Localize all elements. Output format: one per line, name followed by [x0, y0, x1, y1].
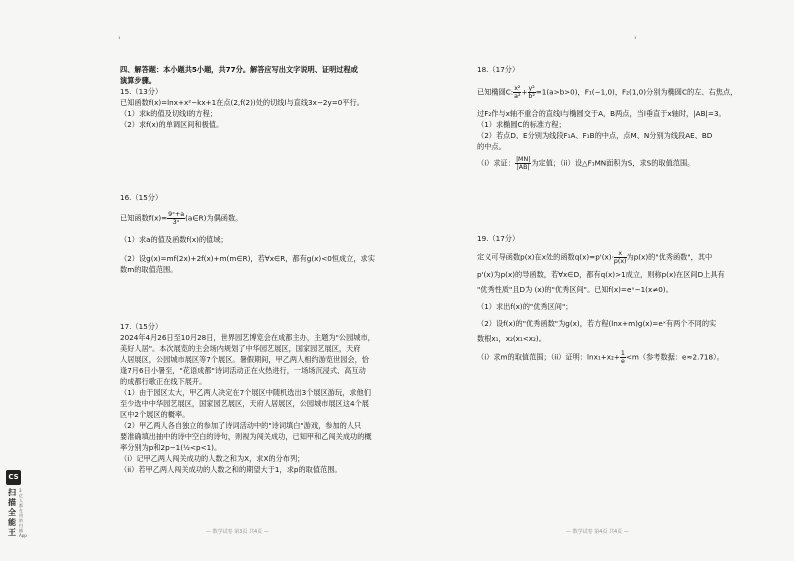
left-column	[120, 64, 390, 475]
scanner-watermark	[6, 470, 27, 550]
q16-line: （2）设g(x)=mf(2x)+2f(x)+m(m∈R)，若∀x∈R，都有g(x)<0恒成立，求实	[120, 254, 375, 263]
q18-line: （1）求椭圆C的标准方程；	[477, 120, 566, 129]
q18-part-i: （i）求证： $\frac{|MN|}{|AB|}$ 为定值；（ii）设△F₁MN面积为S，求S的取值范围。	[477, 156, 695, 171]
mn-over-ab: $\frac{|MN|}{|AB|}$	[515, 156, 531, 171]
q17-line: （ii）若甲乙两人闯关成功的人数之和的期望大于1，求p的取值范围。	[120, 465, 342, 474]
q19-line: （2）设f(x)的"优秀函数"为g(x)，若方程(lnx+m)g(x)=eˣ有两个不同的实	[477, 319, 717, 328]
section-heading-line2: 演算步骤。	[120, 76, 156, 85]
q18-line: 的中点。	[477, 142, 506, 151]
q15-line: 已知函数f(x)=lnx+x²−kx+1在点(2,f(2))处的切线l与直线3x−2y=0平行。	[120, 98, 364, 107]
q16-line: （1）求a的值及函数f(x)的值域；	[120, 235, 228, 244]
q17-line: 要准确填出抽中的诗中空白的诗句，则视为闯关成功，已知甲和乙闯关成功的概	[120, 432, 372, 441]
x-over-px: $\frac{x}{p(x)}$	[613, 250, 627, 265]
section-heading-line1: 四、解答题：本小题共5小题，共77分。解答应写出文字说明、证明过程或	[120, 65, 358, 74]
q15-line: （2）求f(x)的单调区间和极值。	[120, 120, 224, 129]
right-column	[477, 64, 747, 365]
q18-stem: 已知椭圆C: $\frac{\text{x²}}{\text{a²}}$ + $\frac{\text{y²}}{\text{b²}}$ =1(a>b>0)，F₁(−1,0)，F₂(1,0)分别为椭圆C的左、右焦点，	[477, 85, 738, 100]
ellipse-x-term: $\frac{\text{x²}}{\text{a²}}$	[514, 85, 521, 100]
corner-mark-right: '	[634, 36, 637, 46]
scanner-tagline: 3亿人都在用的扫描App	[19, 488, 27, 538]
q17-line: 美好人居"。本次展览的主会场内规划了中华园艺展区，国家园艺展区，天府	[120, 344, 361, 353]
corner-mark-left: '	[118, 36, 121, 46]
q19-part-ii: （i）求m的取值范围；（ii）证明：lnx₁+x₂+ $\frac{1}{e}$ <m（参考数据：e≈2.718）。	[477, 350, 724, 365]
q19-stem: 定义可导函数p(x)在x处的函数q(x)=p'(x)· $\frac{x}{p(x)}$ 为p(x)的"优秀函数"，其中	[477, 250, 713, 265]
q19-line: （1）求出f(x)的"优秀区间"；	[477, 302, 573, 311]
one-over-e: $\frac{1}{e}$	[620, 350, 625, 365]
q15-line: （1）求k的值及切线l的方程；	[120, 109, 217, 118]
q17-line: 率分别为p和2p−1(½<p<1)。	[120, 443, 222, 452]
q16-stem: 已知函数f(x)= $\frac{\text{9ˣ+a}}{\text{3ˣ}}$ (a∈R)为偶函数。	[120, 211, 243, 226]
q17-line: （2）甲乙两人各自独立的参加了诗词活动中的"诗词填白"游戏，参加的人只	[120, 421, 362, 430]
scanner-name: 扫描全能王	[8, 488, 16, 537]
scanner-logo-icon: CS	[6, 470, 21, 485]
q15-head: 15.（13分）	[120, 87, 163, 96]
q19-head: 19.（17分）	[477, 234, 520, 243]
q18-line: 过F₂作与x轴不重合的直线l与椭圆交于A，B两点，当l垂直于x轴时，|AB|=3。	[477, 109, 726, 118]
q17-line: 的成都行歌正在线下展开。	[120, 377, 207, 386]
q18-head: 18.（17分）	[477, 65, 520, 74]
q17-line: 至少选中中华园艺展区，国家园艺展区，天府人居展区，公园城市展区这4个展	[120, 399, 369, 408]
q17-line: 2024年4月26日至10月28日，世界园艺博览会在成都主办，主题为"公园城市，	[120, 333, 375, 342]
q19-line: 数根x₁，x₂(x₁<x₂)。	[477, 334, 546, 343]
page-footer-right: — 数学试卷 第4页 共4页 —	[566, 529, 629, 535]
q18-line: （2）若点D、E分别为线段F₁A、F₁B的中点，点M、N分别为线段AE、BD	[477, 131, 713, 140]
q17-line: 人居展区，公园城市展区等7个展区。暑假期间，甲乙两人相约游览世园会，恰	[120, 355, 369, 364]
ellipse-y-term: $\frac{\text{y²}}{\text{b²}}$	[528, 85, 535, 100]
q17-line: 逢7月6日小暑至，"花语成都"诗词活动正在火热进行，一场场沉浸式、高互动	[120, 366, 366, 375]
page-footer-left: — 数学试卷 第3页 共4页 —	[206, 529, 269, 535]
q19-line: "优秀性质"且D为 (x)的"优秀区间"。已知f(x)=eˣ−1(x≠0)。	[477, 285, 673, 294]
q17-head: 17.（15分）	[120, 322, 163, 331]
q17-line: （i）记甲乙两人闯关成功的人数之和为X，求X的分布列；	[120, 454, 305, 463]
q17-line: 区中2个展区的概率。	[120, 410, 190, 419]
q17-line: （1）由于园区太大，甲乙两人决定在7个展区中随机选出3个展区游玩，求他们	[120, 388, 371, 397]
q16-fraction: $\frac{\text{9ˣ+a}}{\text{3ˣ}}$	[168, 211, 185, 226]
q16-line: 数m的取值范围。	[120, 265, 178, 274]
q19-line: p'(x)为p(x)的导函数，若∀x∈D，都有q(x)>1成立，则称p(x)在区间D上具有	[477, 270, 725, 279]
q16-head: 16.（15分）	[120, 193, 163, 202]
